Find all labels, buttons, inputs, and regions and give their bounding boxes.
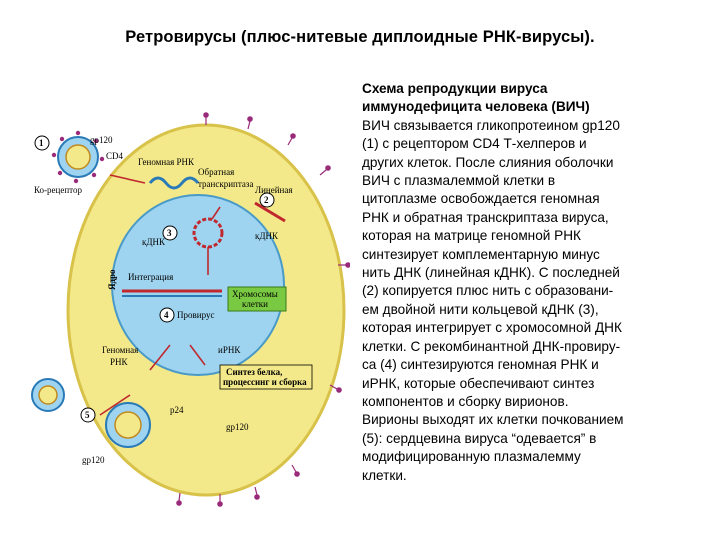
step-2-label: 2 — [264, 195, 269, 205]
integration-label: Интеграция — [128, 272, 174, 282]
step-1-label: 1 — [39, 138, 44, 148]
description-line: синтезирует комплементарную минус — [362, 246, 600, 262]
linear-cdna-label-2: кДНК — [255, 231, 279, 241]
gp120-label-bottom: gp120 — [82, 455, 105, 465]
description-line: са (4) синтезируются геномная РНК и — [362, 357, 599, 373]
description-line: которая интегрирует с хромосомной ДНК — [362, 320, 622, 336]
synthesis-label-2: процессинг и сборка — [223, 377, 307, 387]
description-line: Вирионы выходят их клетки почкованием — [362, 412, 624, 428]
mrna-label: иРНК — [218, 345, 241, 355]
reverse-transcriptase-label-2: транскриптаза — [198, 179, 254, 189]
description-panel — [362, 80, 712, 485]
description-line: которая на матрице геномной РНК — [362, 228, 581, 244]
description-line: модифицированную плазмалемму — [362, 449, 581, 465]
p24-label: p24 — [170, 405, 184, 415]
hiv-replication-diagram — [30, 95, 350, 525]
step-4-label: 4 — [164, 310, 169, 320]
provirus-label: Провирус — [177, 310, 215, 320]
page-title: Ретровирусы (плюс-нитевые диплоидные РНК-вирусы). — [125, 28, 595, 46]
kdna-label: кДНК — [142, 237, 166, 247]
description-line: компонентов и сборку вирионов. — [362, 393, 569, 409]
description-line: ВИЧ с плазмалеммой клетки в — [362, 173, 556, 189]
description-line: РНК и обратная транскриптаза вируса, — [362, 209, 609, 225]
coreceptor-label: Ко-рецептор — [34, 185, 82, 195]
chromosome-label-2: клетки — [242, 299, 268, 309]
linear-cdna-label-1: Линейная — [255, 185, 293, 195]
genomic-rna-bottom-label-1: Геномная — [102, 345, 139, 355]
gp120-label-mid: gp120 — [226, 422, 249, 432]
gp120-label-top: gp120 — [90, 135, 113, 145]
description-line: (2) копируется плюс нить с образовани- — [362, 283, 614, 299]
description-line: нить ДНК (линейная кДНК). С последней — [362, 265, 620, 281]
genomic-rna-bottom-label-2: РНК — [110, 357, 128, 367]
synthesis-label-1: Синтез белка, — [226, 367, 283, 377]
nucleus-label: Ядро — [107, 269, 117, 290]
cd4-label: CD4 — [106, 151, 124, 161]
description-line: других клеток. После слияния оболочки — [362, 154, 614, 170]
chromosome-label-1: Хромосомы — [232, 289, 278, 299]
description-heading-1: Схема репродукции вируса — [362, 81, 548, 96]
description-line: (1) с рецептором CD4 Т-хелперов и — [362, 136, 587, 152]
genomic-rna-label-top: Геномная РНК — [138, 157, 195, 167]
reverse-transcriptase-label-1: Обратная — [198, 167, 235, 177]
virion-2 — [32, 379, 64, 411]
step-5-label: 5 — [85, 410, 90, 420]
virion-budding — [106, 403, 150, 447]
description-line: ем двойной нити кольцевой кДНК (3), — [362, 301, 599, 317]
step-3-label: 3 — [167, 228, 172, 238]
description-line: ВИЧ связывается гликопротеином gp120 — [362, 117, 620, 133]
description-body — [362, 117, 712, 485]
description-line: клетки. — [362, 467, 407, 483]
description-heading-2: иммунодефицита человека (ВИЧ) — [362, 99, 590, 115]
description-line: цитоплазме освобождается геномная — [362, 191, 600, 207]
description-line: иРНК, которые обеспечивают синтез — [362, 375, 595, 391]
description-line: клетки. С рекомбинантной ДНК-провиру- — [362, 338, 621, 354]
description-line: (5): сердцевина вируса “одевается” в — [362, 430, 597, 446]
